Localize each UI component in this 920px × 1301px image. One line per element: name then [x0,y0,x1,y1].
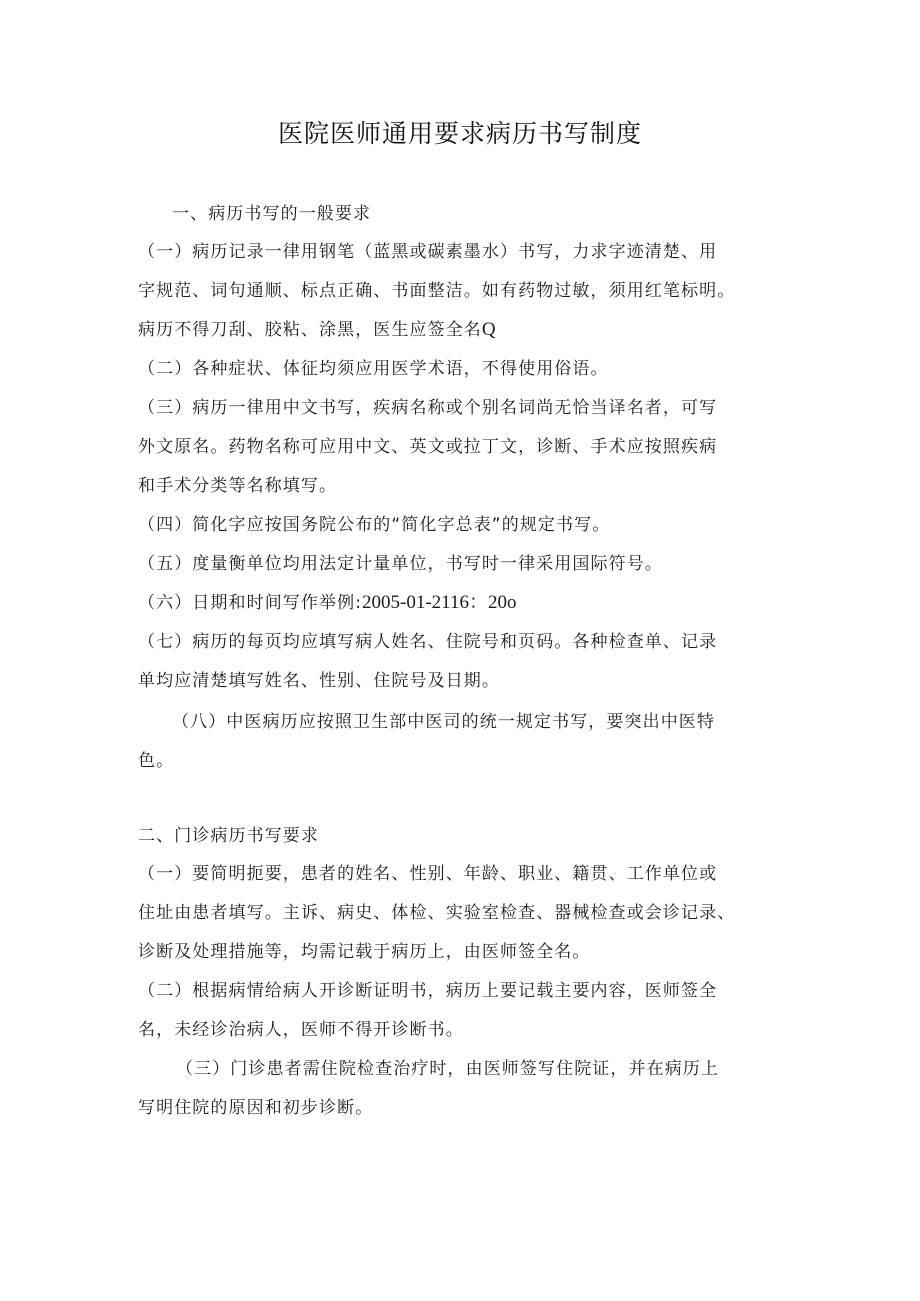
paragraph-text: （六）日期和时间写作举例: [138,593,363,613]
paragraph-line: （七）病历的每页均应填写病人姓名、住院号和页码。各种检查单、记录 [138,632,718,652]
paragraph-line [138,318,496,342]
paragraph-line: （三）病历一律用中文书写，疾病名称或个别名词尚无恰当译名者，可写 [138,398,718,418]
section1-heading: 一、病历书写的一般要求 [172,204,372,224]
paragraph-line: （二）各种症状、体征均须应用医学术语，不得使用俗语。 [138,359,609,379]
paragraph-line: 单均应清楚填写姓名、性别、住院号及日期。 [138,671,500,691]
paragraph-line: 住址由患者填写。主诉、病史、体检、实验室检查、器械检查或会诊记录、 [138,903,736,923]
paragraph-line: 和手术分类等名称填写。 [138,476,338,496]
paragraph-text: 病历不得刀刮、胶粘、涂黑，医生应签全名 [138,320,482,340]
paragraph-line [138,591,516,615]
date-example: 2005-01-2116：20o [362,592,517,613]
paragraph-line: （一）病历记录一律用钢笔（蓝黑或碳素墨水）书写，力求字迹清楚、用 [138,242,718,262]
paragraph-line: 诊断及处理措施等，均需记载于病历上，由医师签全名。 [138,942,591,962]
paragraph-line: 字规范、词句通顺、标点正确、书面整洁。如有药物过敏，须用红笔标明。 [138,281,736,301]
paragraph-line: （二）根据病情给病人开诊断证明书，病历上要记载主要内容，医师签全 [138,981,718,1001]
paragraph-line: 名，未经诊治病人，医师不得开诊断书。 [138,1020,464,1040]
section2-heading: 二、门诊病历书写要求 [138,826,319,846]
paragraph-line: 外文原名。药物名称可应用中文、英文或拉丁文，诊断、手术应按照疾病 [138,437,718,457]
paragraph-line: （四）简化字应按国务院公布的“简化字总表”的规定书写。 [138,515,611,535]
paragraph-line: 色。 [138,751,175,771]
paragraph-line: （八）中医病历应按照卫生部中医司的统一规定书写，要突出中医特 [172,712,715,732]
stray-character: Q [481,319,496,340]
paragraph-line: （一）要简明扼要，患者的姓名、性别、年龄、职业、籍贯、工作单位或 [138,864,718,884]
paragraph-line: 写明住院的原因和初步诊断。 [138,1098,374,1118]
paragraph-line: （五）度量衡单位均用法定计量单位，书写时一律采用国际符号。 [138,554,663,574]
page-title: 医院医师通用要求病历书写制度 [277,119,642,148]
paragraph-line: （三）门诊患者需住院检查治疗时，由医师签写住院证，并在病历上 [176,1059,719,1079]
